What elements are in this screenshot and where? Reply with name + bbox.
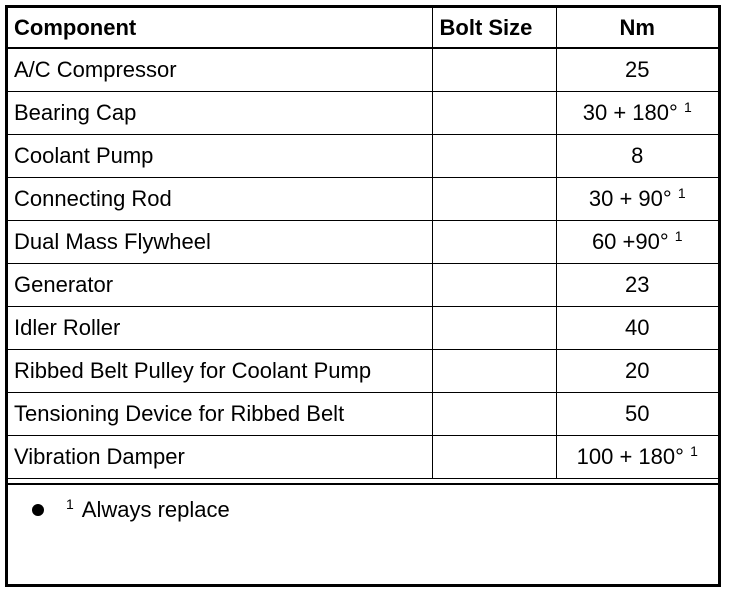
nm-value: 23 (625, 272, 650, 297)
nm-value: 30 + 90° (588, 186, 672, 211)
component-cell: Idler Roller (8, 307, 432, 350)
footnote-marker: 1 (66, 496, 74, 512)
bolt-size-cell (432, 436, 556, 479)
nm-cell (556, 92, 718, 135)
component-cell: Connecting Rod (8, 178, 432, 221)
component-cell: Tensioning Device for Ribbed Belt (8, 393, 432, 436)
nm-value: 100 + 180° (576, 444, 684, 469)
table-header-row (8, 8, 718, 48)
table-row (8, 48, 718, 92)
bolt-size-cell (432, 264, 556, 307)
table-row (8, 350, 718, 393)
footnote-marker: 1 (683, 99, 692, 115)
nm-value: 40 (625, 315, 650, 340)
footnote-marker: 1 (677, 185, 686, 201)
component-cell: Generator (8, 264, 432, 307)
bolt-size-cell (432, 350, 556, 393)
nm-cell (556, 436, 718, 479)
header-bolt-size: Bolt Size (432, 8, 556, 48)
footnote-area (8, 483, 718, 586)
nm-cell (556, 393, 718, 436)
nm-value: 30 + 180° (582, 100, 678, 125)
table-row (8, 393, 718, 436)
footnote-text: Always replace (81, 497, 230, 522)
nm-value: 8 (631, 143, 644, 168)
nm-value: 25 (625, 57, 650, 82)
component-cell: Bearing Cap (8, 92, 432, 135)
bolt-size-cell (432, 48, 556, 92)
footnote-marker: 1 (674, 228, 683, 244)
table-row (8, 92, 718, 135)
torque-spec-frame (5, 5, 721, 587)
table-row (8, 135, 718, 178)
bolt-size-cell (432, 393, 556, 436)
table-row (8, 264, 718, 307)
component-cell: Ribbed Belt Pulley for Coolant Pump (8, 350, 432, 393)
nm-cell (556, 350, 718, 393)
nm-cell (556, 48, 718, 92)
component-cell: Vibration Damper (8, 436, 432, 479)
header-component: Component (8, 8, 432, 48)
component-cell: Dual Mass Flywheel (8, 221, 432, 264)
nm-value: 60 +90° (591, 229, 669, 254)
torque-spec-table (8, 8, 718, 479)
bolt-size-cell (432, 135, 556, 178)
header-nm: Nm (556, 8, 718, 48)
nm-cell (556, 221, 718, 264)
nm-cell (556, 178, 718, 221)
footnote-marker: 1 (690, 443, 698, 459)
nm-value: 50 (625, 401, 650, 426)
footnote-line (32, 495, 230, 525)
nm-cell (556, 135, 718, 178)
table-row (8, 178, 718, 221)
bolt-size-cell (432, 307, 556, 350)
component-cell: Coolant Pump (8, 135, 432, 178)
component-cell: A/C Compressor (8, 48, 432, 92)
bolt-size-cell (432, 92, 556, 135)
bullet-icon (32, 504, 44, 516)
table-row (8, 221, 718, 264)
nm-cell (556, 264, 718, 307)
nm-value: 20 (625, 358, 650, 383)
bolt-size-cell (432, 221, 556, 264)
table-row (8, 436, 718, 479)
table-row (8, 307, 718, 350)
bolt-size-cell (432, 178, 556, 221)
nm-cell (556, 307, 718, 350)
